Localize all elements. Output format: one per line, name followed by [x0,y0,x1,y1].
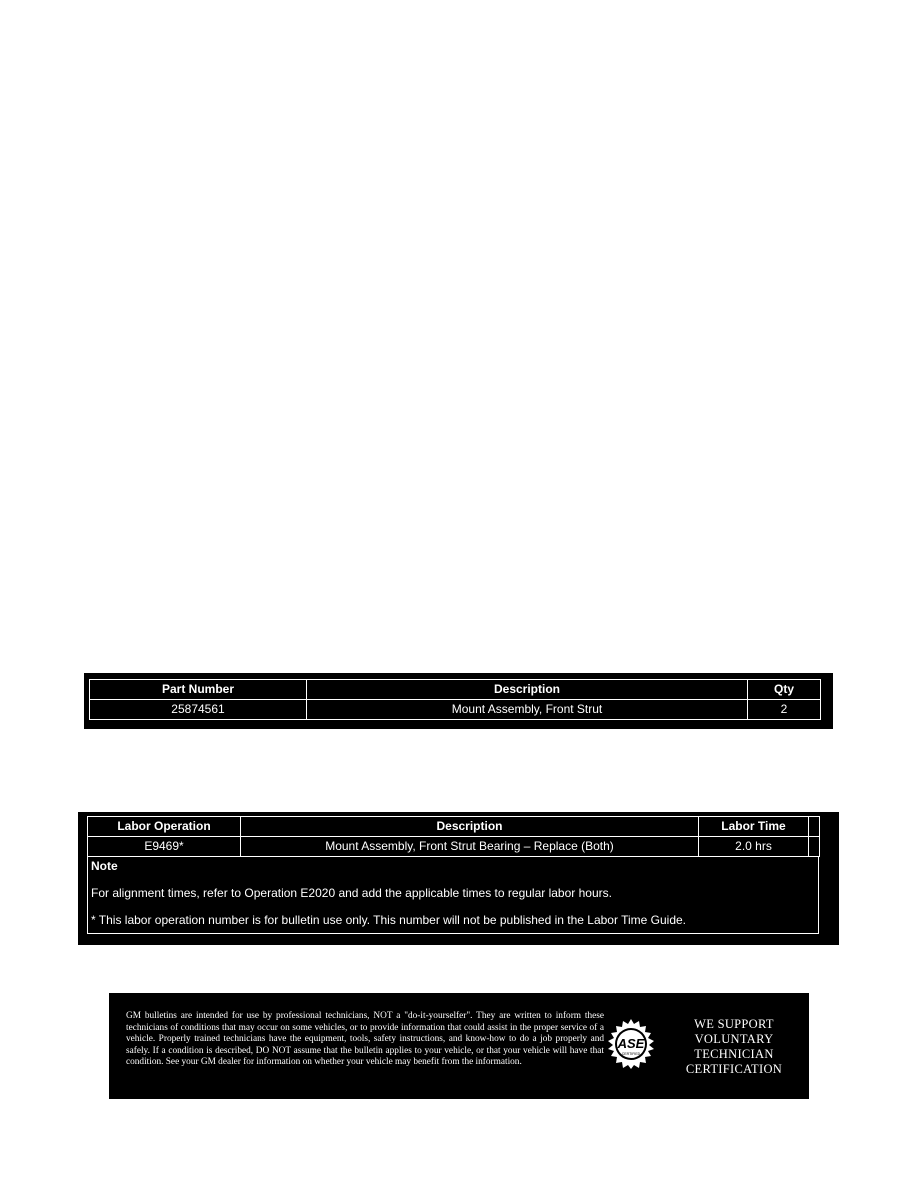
labor-note-box [87,857,819,934]
parts-table-header-row [90,680,821,700]
labor-cell-time: 2.0 hrs [699,837,809,857]
note-alignment-text: For alignment times, refer to Operation E2020 and add the applicable times to regular labor hours. [91,886,612,900]
labor-header-filler [809,817,820,837]
labor-header-time: Labor Time [699,817,809,837]
table-row [88,837,820,857]
ase-logo-icon [605,1018,657,1070]
parts-cell-qty: 2 [748,700,821,720]
support-line: TECHNICIAN [694,1047,774,1061]
note-bulletin-text: * This labor operation number is for bulletin use only. This number will not be published in the Labor Time Guide. [91,913,686,927]
table-row [90,700,821,720]
disclaimer-text: GM bulletins are intended for use by professional technicians, NOT a "do-it-yourselfer". They are written to inform these technicians of conditions that may occur on some vehicles, or to provide information that could assist in the proper service of a vehicle. Properly trained technicians have the equipment, tools, safety instructions, and know-how to do a job properly and safely. If a condition is described, DO NOT assume that the bulletin applies to your vehicle, or that your vehicle will have that condition. See your GM dealer for information on whether your vehicle may benefit from the information. [126,1011,604,1068]
ase-logo-text: ASE [617,1036,645,1051]
support-line: WE SUPPORT [694,1017,774,1031]
labor-cell-description: Mount Assembly, Front Strut Bearing – Replace (Both) [241,837,699,857]
labor-table-header-row [88,817,820,837]
parts-header-qty: Qty [748,680,821,700]
note-title: Note [91,859,118,873]
disclaimer-footer [109,993,809,1099]
labor-header-description: Description [241,817,699,837]
parts-cell-description: Mount Assembly, Front Strut [307,700,748,720]
support-line: VOLUNTARY [694,1032,774,1046]
parts-table [89,679,821,720]
ase-logo-subtext: CERTIFIED [621,1052,641,1056]
labor-cell-operation: E9469* [88,837,241,857]
support-line: CERTIFICATION [685,1062,783,1076]
parts-header-part-number: Part Number [90,680,307,700]
labor-header-operation: Labor Operation [88,817,241,837]
parts-cell-part-number: 25874561 [90,700,307,720]
certification-support-text [674,1017,794,1077]
labor-cell-filler [809,837,820,857]
parts-header-description: Description [307,680,748,700]
labor-table-panel [78,812,839,945]
labor-table [87,816,820,857]
parts-table-panel [84,673,833,729]
